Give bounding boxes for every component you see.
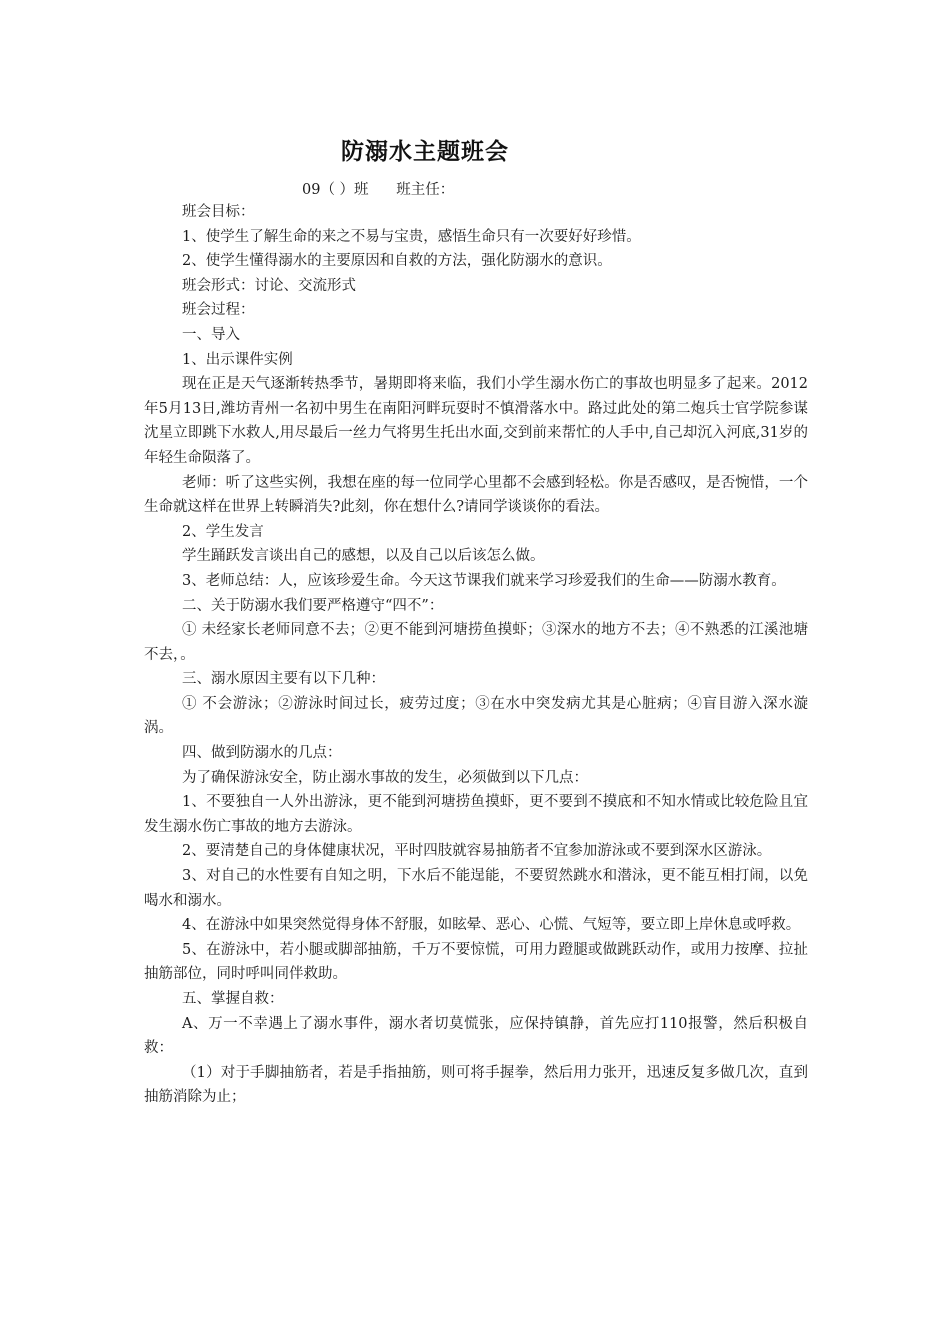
section-heading: 二、关于防溺水我们要严格遵守“四不”： xyxy=(182,597,444,614)
paragraph: 3、对自己的水性要有自知之明，下水后不能逞能，不要贸然跳水和潜泳，更不能互相打闹，以免喝水和溺水。 xyxy=(144,868,808,909)
class-info-line: 09（ ）班 班主任： xyxy=(302,182,455,198)
paragraph: 班会目标： xyxy=(182,204,255,220)
paragraph: 2、学生发言 xyxy=(182,523,264,540)
paragraph: 班会过程： xyxy=(182,302,255,319)
paragraph: 老师：听了这些实例，我想在座的每一位同学心里都不会感到轻松。你是否感叹，是否惋惜，一个生命就这样在世界上转瞬消失?此刻，你在想什么?请同学谈谈你的看法。 xyxy=(144,474,808,516)
document-body xyxy=(144,200,808,1110)
paragraph: 4、在游泳中如果突然觉得身体不舒服，如眩晕、恶心、心慌、气短等，要立即上岸休息或呼救。 xyxy=(182,917,801,934)
section-heading: 一、导入 xyxy=(182,326,240,343)
section-heading: 三、溺水原因主要有以下几种： xyxy=(182,671,385,688)
paragraph: 学生踊跃发言谈出自己的感想，以及自己以后该怎么做。 xyxy=(182,548,545,565)
section-heading: 五、掌握自救： xyxy=(182,991,284,1007)
paragraph: ① 未经家长老师同意不去；②更不能到河塘捞鱼摸虾；③深水的地方不去；④不熟悉的江溪池塘不去，。 xyxy=(144,622,808,663)
paragraph: 2、使学生懂得溺水的主要原因和自救的方法，强化防溺水的意识。 xyxy=(182,253,612,270)
paragraph: 3、老师总结：人，应该珍爱生命。今天这节课我们就来学习珍爱我们的生命——防溺水教育。 xyxy=(182,572,786,589)
paragraph: 2、要清楚自己的身体健康状况，平时四肢就容易抽筋者不宜参加游泳或不要到深水区游泳。 xyxy=(182,843,772,860)
paragraph: 为了确保游泳安全，防止溺水事故的发生，必须做到以下几点： xyxy=(182,769,588,786)
paragraph: 1、出示课件实例 xyxy=(182,351,293,368)
paragraph: A、万一不幸遇上了溺水事件，溺水者切莫慌张，应保持镇静，首先应打110报警，然后积极自救： xyxy=(144,1015,808,1057)
document-title: 防溺水主题班会 xyxy=(341,139,509,165)
paragraph: 现在正是天气逐渐转热季节，暑期即将来临，我们小学生溺水伤亡的事故也明显多了起来。2012年5月13日,潍坊青州一名初中男生在南阳河畔玩耍时不慎滑落水中。路过此处的第二炮兵士官学院参谋沈星立即跳下水救人,用尽最后一丝力气将男生托出水面,交到前来帮忙的人手中,自己却沉入河底,31岁的年轻生命陨落了。 xyxy=(144,376,808,466)
section-heading: 四、做到防溺水的几点： xyxy=(182,745,342,762)
paragraph: ① 不会游泳；②游泳时间过长，疲劳过度；③在水中突发病尤其是心脏病；④盲目游入深水漩涡。 xyxy=(144,695,808,737)
paragraph: 1、不要独自一人外出游泳，更不能到河塘捞鱼摸虾，更不要到不摸底和不知水情或比较危险且宜发生溺水伤亡事故的地方去游泳。 xyxy=(144,794,808,835)
paragraph: （1）对于手脚抽筋者，若是手指抽筋，则可将手握拳，然后用力张开，迅速反复多做几次，直到抽筋消除为止； xyxy=(144,1064,808,1106)
paragraph: 班会形式：讨论、交流形式 xyxy=(182,277,356,294)
paragraph: 5、在游泳中，若小腿或脚部抽筋，千万不要惊慌，可用力蹬腿或做跳跃动作，或用力按摩、拉扯抽筋部位，同时呼叫同伴救助。 xyxy=(144,941,808,983)
paragraph: 1、使学生了解生命的来之不易与宝贵，感悟生命只有一次要好好珍惜。 xyxy=(182,228,641,245)
